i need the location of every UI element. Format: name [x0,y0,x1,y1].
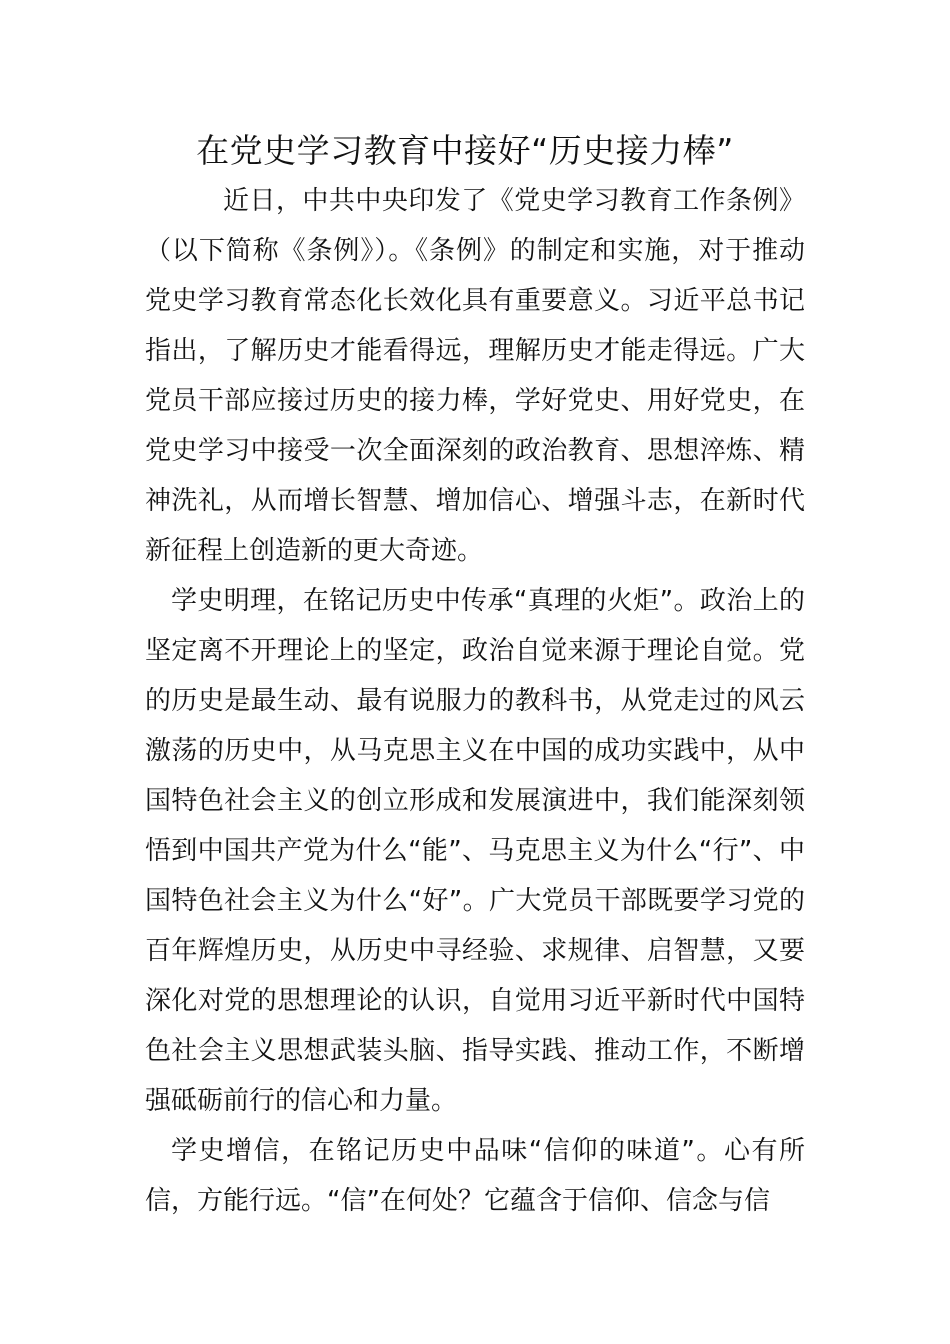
document-body [145,176,805,1226]
paragraph-learn-history-truth: 学史明理，在铭记历史中传承“真理的火炬”。政治上的坚定离不开理论上的坚定，政治自觉来源于理论自觉。党的历史是最生动、最有说服力的教科书，从党走过的风云激荡的历史中，从马克思主义在中国的成功实践中，从中国特色社会主义的创立形成和发展演进中，我们能深刻领悟到中国共产党为什么“能”、马克思主义为什么“行”、中国特色社会主义为什么“好”。广大党员干部既要学习党的百年辉煌历史，从历史中寻经验、求规律、启智慧，又要深化对党的思想理论的认识，自觉用习近平新时代中国特色社会主义思想武装头脑、指导实践、推动工作，不断增强砥砺前行的信心和力量。 [145,586,805,1116]
document-title: 在党史学习教育中接好“历史接力棒” [196,131,734,170]
paragraph-learn-history-faith: 学史增信，在铭记历史中品味“信仰的味道”。心有所信，方能行远。“信”在何处？它蕴含于信仰、信念与信 [145,1136,805,1216]
paragraph-intro: 近日，中共中央印发了《党史学习教育工作条例》（以下简称《条例》）。《条例》的制定和实施，对于推动党史学习教育常态化长效化具有重要意义。习近平总书记指出，了解历史才能看得远，理解历史才能走得远。广大党员干部应接过历史的接力棒，学好党史、用好党史，在党史学习中接受一次全面深刻的政治教育、思想淬炼、精神洗礼，从而增长智慧、增加信心、增强斗志，在新时代新征程上创造新的更大奇迹。 [145,186,805,566]
